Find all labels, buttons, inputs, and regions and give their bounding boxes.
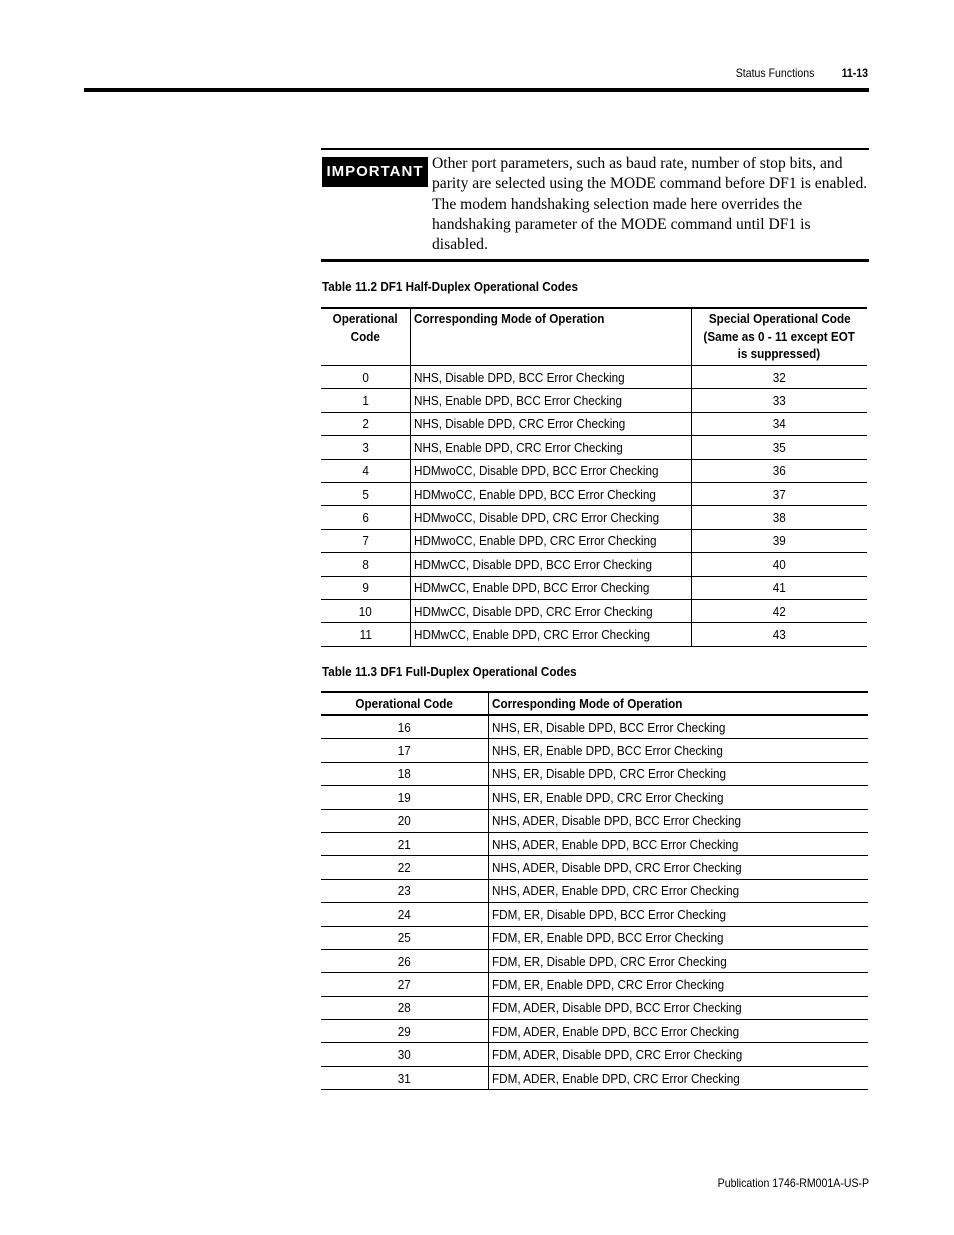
table-row bbox=[321, 1066, 868, 1089]
table-cell: 38 bbox=[691, 506, 867, 529]
table-cell: HDMwoCC, Disable DPD, CRC Error Checking bbox=[410, 506, 691, 529]
table-cell: FDM, ER, Disable DPD, BCC Error Checking bbox=[488, 903, 868, 926]
section-title: Status Functions bbox=[735, 66, 814, 80]
table-row bbox=[321, 832, 868, 855]
table-cell: 39 bbox=[691, 529, 867, 552]
table-cell: 0 bbox=[321, 366, 410, 389]
table-cell: FDM, ADER, Disable DPD, BCC Error Checking bbox=[488, 996, 868, 1019]
table-cell: FDM, ER, Enable DPD, CRC Error Checking bbox=[488, 973, 868, 996]
table-cell: 20 bbox=[321, 809, 488, 832]
table-cell: NHS, ER, Disable DPD, BCC Error Checking bbox=[488, 715, 868, 739]
table-cell: 41 bbox=[691, 576, 867, 599]
table-cell: NHS, ADER, Disable DPD, CRC Error Checking bbox=[488, 856, 868, 879]
table-cell: 7 bbox=[321, 529, 410, 552]
table-row bbox=[321, 856, 868, 879]
important-text: Other port parameters, such as baud rate, number of stop bits, and parity are selected using the MODE command before DF1 is enabled. The modem handshaking selection made here overrides the handshaking parameter of the MODE command until DF1 is disabled. bbox=[432, 155, 868, 254]
half-duplex-table bbox=[321, 307, 867, 647]
table-row bbox=[321, 903, 868, 926]
table-row bbox=[321, 1043, 868, 1066]
table-cell: 33 bbox=[691, 389, 867, 412]
table-row bbox=[321, 459, 867, 482]
table-cell: 18 bbox=[321, 762, 488, 785]
table-cell: NHS, ADER, Enable DPD, CRC Error Checking bbox=[488, 879, 868, 902]
table-cell: 6 bbox=[321, 506, 410, 529]
table-cell: 37 bbox=[691, 482, 867, 505]
table-cell: FDM, ADER, Enable DPD, BCC Error Checking bbox=[488, 1020, 868, 1043]
table-cell: 42 bbox=[691, 599, 867, 622]
table-row bbox=[321, 715, 868, 739]
important-badge: IMPORTANT bbox=[322, 157, 428, 187]
table-cell: 34 bbox=[691, 412, 867, 435]
table-cell: 8 bbox=[321, 553, 410, 576]
table-cell: 26 bbox=[321, 949, 488, 972]
table-cell: 24 bbox=[321, 903, 488, 926]
table-cell: 40 bbox=[691, 553, 867, 576]
important-note bbox=[321, 148, 869, 262]
table-cell: 23 bbox=[321, 879, 488, 902]
table-cell: NHS, Disable DPD, CRC Error Checking bbox=[410, 412, 691, 435]
table-cell: 17 bbox=[321, 739, 488, 762]
table-cell: 10 bbox=[321, 599, 410, 622]
table-row bbox=[321, 949, 868, 972]
table-cell: NHS, ADER, Enable DPD, BCC Error Checking bbox=[488, 832, 868, 855]
table-cell: FDM, ER, Disable DPD, CRC Error Checking bbox=[488, 949, 868, 972]
page-header bbox=[0, 62, 868, 86]
table-row bbox=[321, 739, 868, 762]
table-cell: HDMwoCC, Enable DPD, CRC Error Checking bbox=[410, 529, 691, 552]
table-row bbox=[321, 809, 868, 832]
table2-header-code: Operational Code bbox=[321, 692, 488, 715]
table-cell: FDM, ADER, Disable DPD, CRC Error Checking bbox=[488, 1043, 868, 1066]
table-row bbox=[321, 786, 868, 809]
table-cell: 27 bbox=[321, 973, 488, 996]
table-cell: 2 bbox=[321, 412, 410, 435]
table-cell: FDM, ER, Enable DPD, BCC Error Checking bbox=[488, 926, 868, 949]
table-cell: HDMwCC, Enable DPD, BCC Error Checking bbox=[410, 576, 691, 599]
table-row bbox=[321, 529, 867, 552]
table-cell: 35 bbox=[691, 436, 867, 459]
table-row bbox=[321, 879, 868, 902]
table-cell: NHS, ER, Disable DPD, CRC Error Checking bbox=[488, 762, 868, 785]
table-cell: 25 bbox=[321, 926, 488, 949]
table-row bbox=[321, 412, 867, 435]
table-cell: 1 bbox=[321, 389, 410, 412]
table2-caption: Table 11.3 DF1 Full-Duplex Operational Codes bbox=[322, 664, 577, 679]
table2-header-row bbox=[321, 692, 868, 715]
table-cell: 16 bbox=[321, 715, 488, 739]
table-row bbox=[321, 389, 867, 412]
publication-footer: Publication 1746-RM001A-US-P bbox=[717, 1176, 869, 1190]
table-cell: NHS, ADER, Disable DPD, BCC Error Checking bbox=[488, 809, 868, 832]
table-cell: 4 bbox=[321, 459, 410, 482]
table-cell: 36 bbox=[691, 459, 867, 482]
table-row bbox=[321, 623, 867, 646]
table-row bbox=[321, 553, 867, 576]
table-row bbox=[321, 576, 867, 599]
table-cell: HDMwCC, Disable DPD, CRC Error Checking bbox=[410, 599, 691, 622]
table-cell: HDMwCC, Disable DPD, BCC Error Checking bbox=[410, 553, 691, 576]
table-cell: HDMwoCC, Enable DPD, BCC Error Checking bbox=[410, 482, 691, 505]
table-row bbox=[321, 436, 867, 459]
table-row bbox=[321, 599, 867, 622]
table-cell: 32 bbox=[691, 366, 867, 389]
table-cell: NHS, Enable DPD, CRC Error Checking bbox=[410, 436, 691, 459]
table-cell: NHS, ER, Enable DPD, BCC Error Checking bbox=[488, 739, 868, 762]
table-row bbox=[321, 973, 868, 996]
table-cell: 31 bbox=[321, 1066, 488, 1089]
table1-header-row bbox=[321, 308, 867, 366]
table1-caption: Table 11.2 DF1 Half-Duplex Operational Codes bbox=[322, 279, 578, 294]
table-row bbox=[321, 926, 868, 949]
table-cell: 22 bbox=[321, 856, 488, 879]
table-cell: NHS, Disable DPD, BCC Error Checking bbox=[410, 366, 691, 389]
table-row bbox=[321, 366, 867, 389]
table-cell: 11 bbox=[321, 623, 410, 646]
full-duplex-table bbox=[321, 691, 868, 1090]
table-cell: HDMwCC, Enable DPD, CRC Error Checking bbox=[410, 623, 691, 646]
table-cell: 5 bbox=[321, 482, 410, 505]
table-cell: 30 bbox=[321, 1043, 488, 1066]
page-number: 11-13 bbox=[841, 66, 868, 80]
table-cell: HDMwoCC, Disable DPD, BCC Error Checking bbox=[410, 459, 691, 482]
table1-header-code: Operational Code bbox=[321, 308, 410, 366]
table2-header-mode: Corresponding Mode of Operation bbox=[488, 692, 868, 715]
table-cell: 21 bbox=[321, 832, 488, 855]
table1-header-special: Special Operational Code (Same as 0 - 11 except EOT is suppressed) bbox=[691, 308, 867, 366]
table-cell: NHS, ER, Enable DPD, CRC Error Checking bbox=[488, 786, 868, 809]
table1-header-mode: Corresponding Mode of Operation bbox=[410, 308, 691, 366]
table-row bbox=[321, 1020, 868, 1043]
table-cell: 28 bbox=[321, 996, 488, 1019]
table-cell: 43 bbox=[691, 623, 867, 646]
table-cell: 19 bbox=[321, 786, 488, 809]
table-cell: 3 bbox=[321, 436, 410, 459]
table-cell: 9 bbox=[321, 576, 410, 599]
table-row bbox=[321, 762, 868, 785]
table-cell: FDM, ADER, Enable DPD, CRC Error Checking bbox=[488, 1066, 868, 1089]
header-rule bbox=[84, 88, 869, 92]
table-row bbox=[321, 506, 867, 529]
table-cell: 29 bbox=[321, 1020, 488, 1043]
table-row bbox=[321, 482, 867, 505]
table-row bbox=[321, 996, 868, 1019]
table-cell: NHS, Enable DPD, BCC Error Checking bbox=[410, 389, 691, 412]
